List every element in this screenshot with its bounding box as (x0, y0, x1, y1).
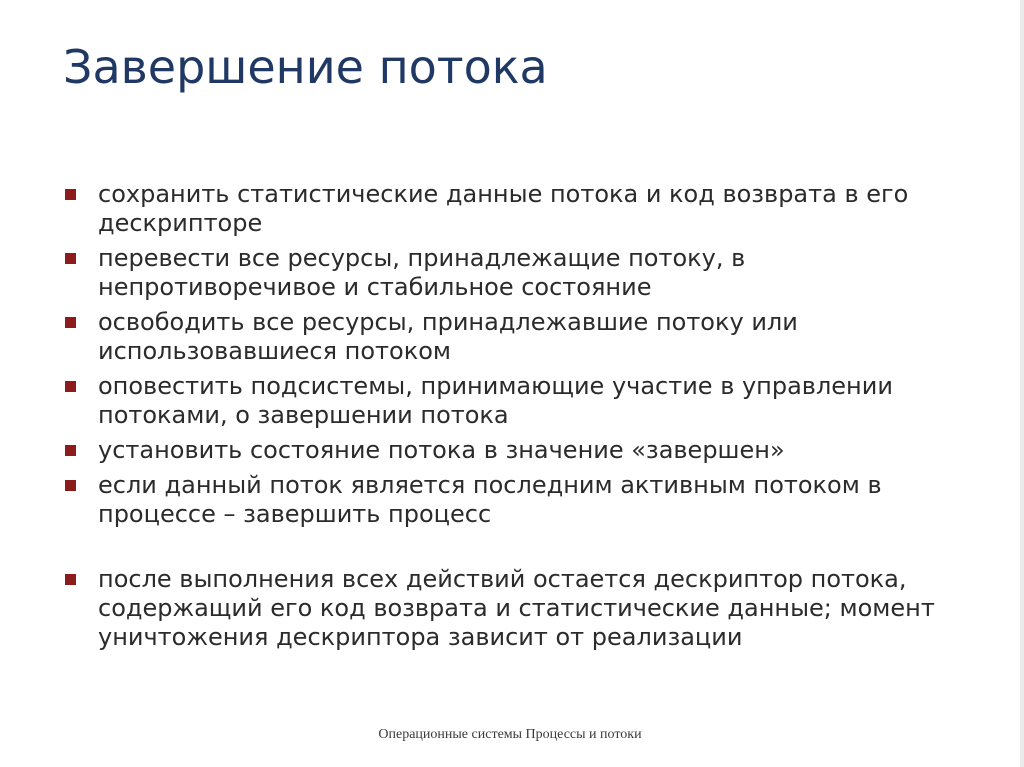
square-bullet-icon (65, 574, 76, 585)
list-item (62, 372, 962, 430)
list-item (62, 244, 962, 302)
square-bullet-icon (65, 480, 76, 491)
list-item (62, 308, 962, 366)
square-bullet-icon (65, 189, 76, 200)
bullet-text: перевести все ресурсы, принадлежащие потоку, в непротиворечивое и стабильное состояние (98, 244, 746, 301)
list-item (62, 180, 962, 238)
list-item (62, 436, 962, 465)
bullet-text: установить состояние потока в значение «завершен» (98, 436, 785, 464)
list-item (62, 565, 962, 652)
bullet-text: после выполнения всех действий остается дескриптор потока, содержащий его код возврата и статистические данные; момент уничтожения дескриптора зависит от реализации (98, 565, 935, 651)
bullet-list (62, 180, 962, 658)
square-bullet-icon (65, 445, 76, 456)
bullet-text: оповестить подсистемы, принимающие участие в управлении потоками, о завершении потока (98, 372, 893, 429)
slide-edge-divider (1020, 0, 1024, 767)
bullet-text: если данный поток является последним активным потоком в процессе – завершить процесс (98, 471, 882, 528)
list-item (62, 471, 962, 529)
bullet-text: освободить все ресурсы, принадлежавшие потоку или использовавшиеся потоком (98, 308, 798, 365)
square-bullet-icon (65, 381, 76, 392)
bullet-text: сохранить статистические данные потока и код возврата в его дескрипторе (98, 180, 909, 237)
square-bullet-icon (65, 317, 76, 328)
square-bullet-icon (65, 253, 76, 264)
page-title: Завершение потока (63, 40, 548, 94)
slide-footer: Операционные системы Процессы и потоки (378, 727, 642, 742)
